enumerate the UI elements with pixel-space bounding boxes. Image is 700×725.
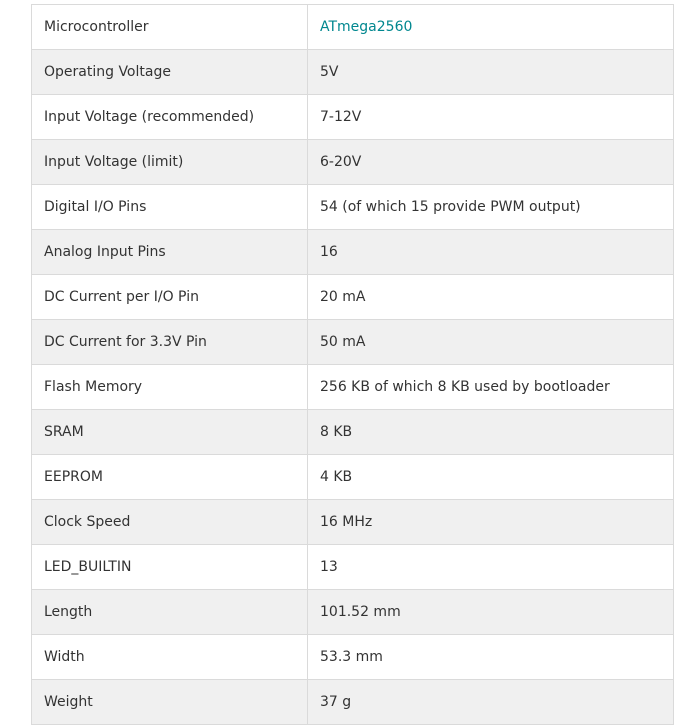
spec-label: Operating Voltage (32, 50, 308, 95)
table-row (32, 455, 674, 500)
table-row (32, 230, 674, 275)
spec-label: Width (32, 635, 308, 680)
table-row (32, 500, 674, 545)
spec-value (308, 5, 674, 50)
spec-value: 101.52 mm (308, 590, 674, 635)
spec-label: DC Current per I/O Pin (32, 275, 308, 320)
table-row (32, 5, 674, 50)
table-row (32, 320, 674, 365)
spec-label: Clock Speed (32, 500, 308, 545)
spec-value: 256 KB of which 8 KB used by bootloader (308, 365, 674, 410)
table-row (32, 545, 674, 590)
spec-value: 20 mA (308, 275, 674, 320)
spec-value: 16 MHz (308, 500, 674, 545)
spec-label: Analog Input Pins (32, 230, 308, 275)
microcontroller-link[interactable]: ATmega2560 (320, 19, 413, 35)
spec-value: 54 (of which 15 provide PWM output) (308, 185, 674, 230)
spec-label: Microcontroller (32, 5, 308, 50)
spec-label: SRAM (32, 410, 308, 455)
spec-label: Input Voltage (recommended) (32, 95, 308, 140)
spec-value: 16 (308, 230, 674, 275)
table-row (32, 590, 674, 635)
spec-value: 50 mA (308, 320, 674, 365)
spec-label: Flash Memory (32, 365, 308, 410)
table-row (32, 410, 674, 455)
table-row (32, 50, 674, 95)
spec-label: Length (32, 590, 308, 635)
spec-value: 5V (308, 50, 674, 95)
spec-value: 37 g (308, 680, 674, 725)
tech-specs-table (31, 4, 674, 725)
spec-label: Digital I/O Pins (32, 185, 308, 230)
spec-value: 8 KB (308, 410, 674, 455)
spec-label: EEPROM (32, 455, 308, 500)
spec-value: 6-20V (308, 140, 674, 185)
table-row (32, 365, 674, 410)
table-row (32, 95, 674, 140)
table-row (32, 185, 674, 230)
spec-label: DC Current for 3.3V Pin (32, 320, 308, 365)
spec-label: Weight (32, 680, 308, 725)
spec-value: 7-12V (308, 95, 674, 140)
spec-value: 4 KB (308, 455, 674, 500)
table-row (32, 635, 674, 680)
table-row (32, 140, 674, 185)
table-row (32, 680, 674, 725)
spec-value: 53.3 mm (308, 635, 674, 680)
table-row (32, 275, 674, 320)
spec-label: Input Voltage (limit) (32, 140, 308, 185)
spec-label: LED_BUILTIN (32, 545, 308, 590)
spec-value: 13 (308, 545, 674, 590)
